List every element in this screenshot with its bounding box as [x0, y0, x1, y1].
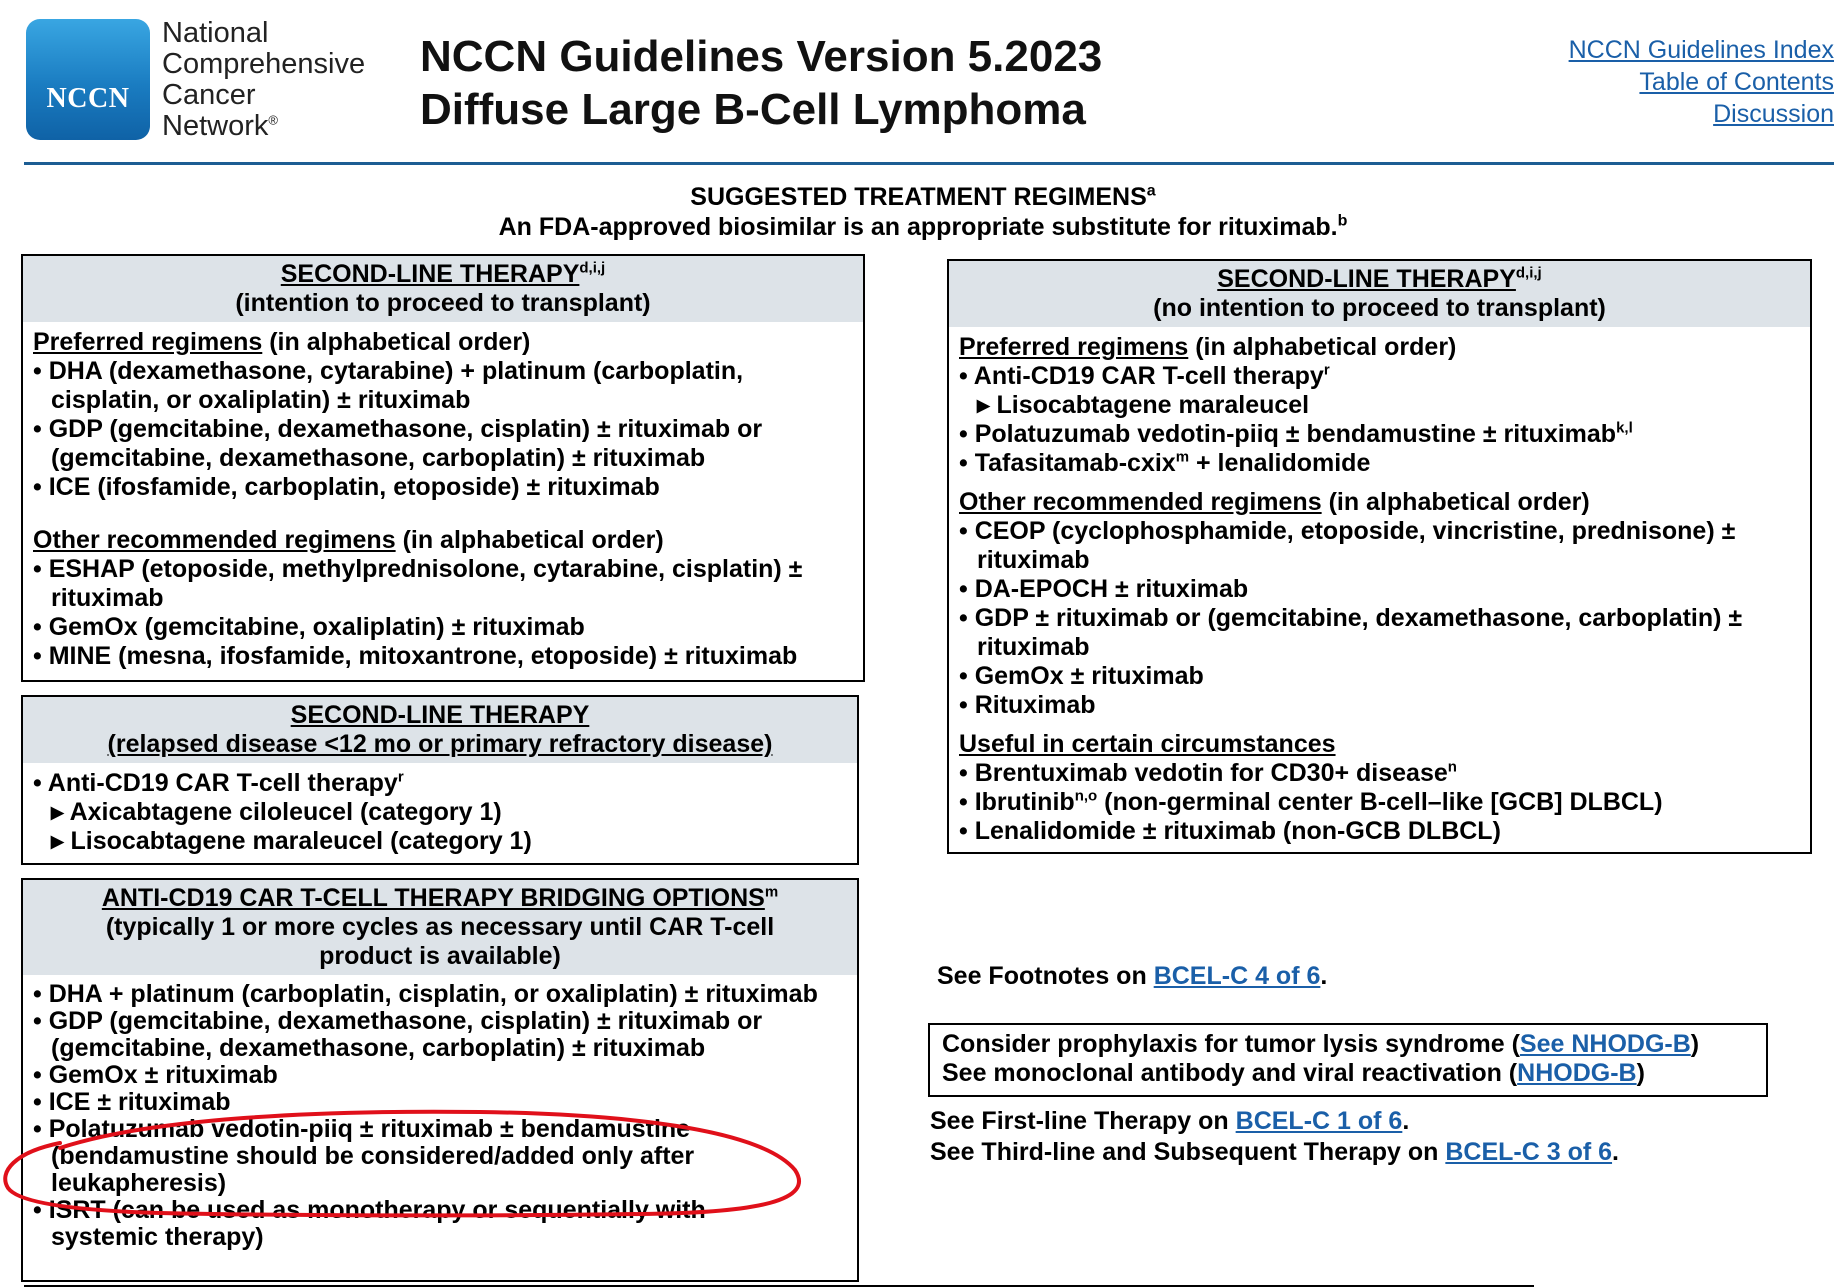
list-item-polatuzumab: • Polatuzumab vedotin-piiq ± rituximab ± bendamustine (bendamustine should be considered/added only after leukapheresis) [33, 1115, 695, 1197]
box-car-t-bridging [21, 878, 859, 1282]
list-item: • Rituximab [959, 691, 1096, 719]
other-label: Other recommended regimens [959, 488, 1322, 516]
other-suffix: (in alphabetical order) [1321, 488, 1590, 516]
list-item: • Polatuzumab vedotin-piiq ± bendamustine ± rituximab [959, 420, 1617, 448]
table-of-contents-link[interactable]: Table of Contents [1639, 68, 1834, 96]
page-title [420, 30, 1102, 136]
nhodg-b-link[interactable]: NHODG-B [1517, 1059, 1637, 1087]
list-item: • GDP (gemcitabine, dexamethasone, cisplatin) ± rituximab or (gemcitabine, dexamethasone, carboplatin) ± rituximab [33, 415, 763, 472]
box-second-line-relapsed [21, 695, 859, 865]
third-line-text: See Third-line and Subsequent Therapy on [930, 1138, 1446, 1166]
preferred-suffix: (in alphabetical order) [1188, 333, 1457, 361]
org-line: Comprehensive [162, 48, 366, 80]
list-item: • Ibrutinib [959, 788, 1075, 816]
punctuation: . [1612, 1138, 1619, 1166]
header-divider [24, 162, 1834, 165]
sub-item: ▸ Axicabtagene ciloleucel (category 1) [51, 798, 502, 826]
box-subtitle: (typically 1 or more cycles as necessary until CAR T-cell product is available) [105, 913, 775, 970]
org-line: Cancer [162, 79, 256, 111]
footnotes-text: See Footnotes on [937, 962, 1154, 990]
box-title: SECOND-LINE THERAPY [1217, 265, 1516, 293]
subtitle-sup: b [1337, 212, 1348, 230]
heading-title: SUGGESTED TREATMENT REGIMENS [690, 183, 1147, 211]
punctuation: ) [1690, 1030, 1700, 1058]
list-item: • Lenalidomide ± rituximab (non-GCB DLBCL) [959, 817, 1501, 845]
list-item: • GDP ± rituximab or (gemcitabine, dexamethasone, carboplatin) ± rituximab [959, 604, 1743, 661]
item-sup: r [1323, 361, 1330, 379]
item-sup: n,o [1074, 787, 1098, 805]
list-item-suffix: (non-germinal center B-cell–like [GCB] DLBCL) [1097, 788, 1663, 816]
other-suffix: (in alphabetical order) [395, 526, 664, 554]
list-item: • Brentuximab vedotin for CD30+ disease [959, 759, 1448, 787]
first-line-text: See First-line Therapy on [930, 1107, 1236, 1135]
box-subtitle: (no intention to proceed to transplant) [1153, 294, 1606, 322]
registered-mark: ® [268, 112, 278, 128]
list-item: • Tafasitamab-cxix [959, 449, 1176, 477]
box-title-sup: m [764, 883, 779, 901]
list-item: • GemOx (gemcitabine, oxaliplatin) ± rituximab [33, 613, 585, 641]
item-sup: m [1175, 448, 1190, 466]
list-item: • GDP (gemcitabine, dexamethasone, cisplatin) ± rituximab or (gemcitabine, dexamethasone, carboplatin) ± rituximab [33, 1007, 763, 1062]
box-title-sup: d,i,j [1515, 264, 1542, 282]
list-item: • Anti-CD19 CAR T-cell therapy [33, 769, 398, 797]
list-item: • GemOx ± rituximab [959, 662, 1204, 690]
other-label: Other recommended regimens [33, 526, 396, 554]
footer-divider [24, 1285, 1534, 1287]
discussion-link[interactable]: Discussion [1713, 100, 1834, 128]
org-line: Network [162, 110, 269, 142]
punctuation: . [1320, 962, 1328, 990]
box-title: SECOND-LINE THERAPY [280, 260, 580, 288]
item-sup: n [1447, 758, 1457, 776]
box-title: ANTI-CD19 CAR T-CELL THERAPY BRIDGING OPTIONS [101, 884, 765, 912]
heading-subtitle: An FDA-approved biosimilar is an appropriate substitute for rituximab. [498, 213, 1338, 241]
preferred-suffix: (in alphabetical order) [262, 328, 531, 356]
see-other-therapy [930, 1106, 1619, 1168]
box-second-line-no-transplant [947, 259, 1812, 854]
nhodg-b-link[interactable]: See NHODG-B [1519, 1030, 1691, 1058]
list-item: • ICE (ifosfamide, carboplatin, etoposide) ± rituximab [33, 473, 660, 501]
box-title-sup: d,i,j [579, 259, 606, 277]
logo-text: NCCN [46, 83, 130, 114]
list-item: • Anti-CD19 CAR T-cell therapy [959, 362, 1324, 390]
box-title: SECOND-LINE THERAPY [290, 701, 590, 729]
nav-links [1569, 34, 1834, 130]
item-sup: r [397, 768, 404, 786]
prophylaxis-text: Consider prophylaxis for tumor lysis syndrome ( [942, 1030, 1520, 1058]
reactivation-text: See monoclonal antibody and viral reactivation ( [942, 1059, 1518, 1087]
list-item: • ISRT (can be used as monotherapy or sequentially with systemic therapy) [33, 1196, 706, 1251]
nccn-logo [26, 19, 150, 140]
sub-item: ▸ Lisocabtagene maraleucel (category 1) [51, 827, 532, 855]
list-item: • ICE ± rituximab [33, 1088, 231, 1116]
sub-item: ▸ Lisocabtagene maraleucel [977, 391, 1310, 419]
useful-label: Useful in certain circumstances [959, 730, 1336, 758]
list-item: • GemOx ± rituximab [33, 1061, 278, 1089]
bcel-c-3-link[interactable]: BCEL-C 3 of 6 [1445, 1138, 1613, 1166]
list-item: • MINE (mesna, ifosfamide, mitoxantrone, etoposide) ± rituximab [33, 642, 798, 670]
box-subtitle: (intention to proceed to transplant) [235, 289, 651, 317]
preferred-label: Preferred regimens [33, 328, 263, 356]
footnotes-reference [937, 962, 1327, 991]
title-disease: Diffuse Large B-Cell Lymphoma [420, 85, 1086, 134]
item-sup: k,l [1616, 419, 1633, 437]
punctuation: ) [1636, 1059, 1645, 1087]
guidelines-index-link[interactable]: NCCN Guidelines Index [1568, 36, 1834, 64]
list-item: • DHA (dexamethasone, cytarabine) + platinum (carboplatin, cisplatin, or oxaliplatin) ± rituximab [33, 357, 744, 414]
box-subtitle: (relapsed disease <12 mo or primary refractory disease) [107, 730, 773, 758]
preferred-label: Preferred regimens [959, 333, 1189, 361]
punctuation: . [1402, 1107, 1410, 1135]
list-item: • CEOP (cyclophosphamide, etoposide, vincristine, prednisone) ± rituximab [959, 517, 1736, 574]
org-line: National [162, 17, 269, 49]
title-version: NCCN Guidelines Version 5.2023 [420, 32, 1103, 81]
list-item: • DA-EPOCH ± rituximab [959, 575, 1249, 603]
list-item-suffix: + lenalidomide [1189, 449, 1371, 477]
list-item: • ESHAP (etoposide, methylprednisolone, cytarabine, cisplatin) ± rituximab [33, 555, 803, 612]
heading-sup: a [1146, 182, 1156, 200]
organization-name [162, 18, 365, 142]
section-heading [0, 182, 1846, 242]
list-item: • DHA + platinum (carboplatin, cisplatin, or oxaliplatin) ± rituximab [33, 980, 818, 1008]
box-second-line-transplant [21, 254, 865, 682]
prophylaxis-box [928, 1023, 1768, 1097]
footnotes-link[interactable]: BCEL-C 4 of 6 [1153, 962, 1321, 990]
bcel-c-1-link[interactable]: BCEL-C 1 of 6 [1235, 1107, 1403, 1135]
